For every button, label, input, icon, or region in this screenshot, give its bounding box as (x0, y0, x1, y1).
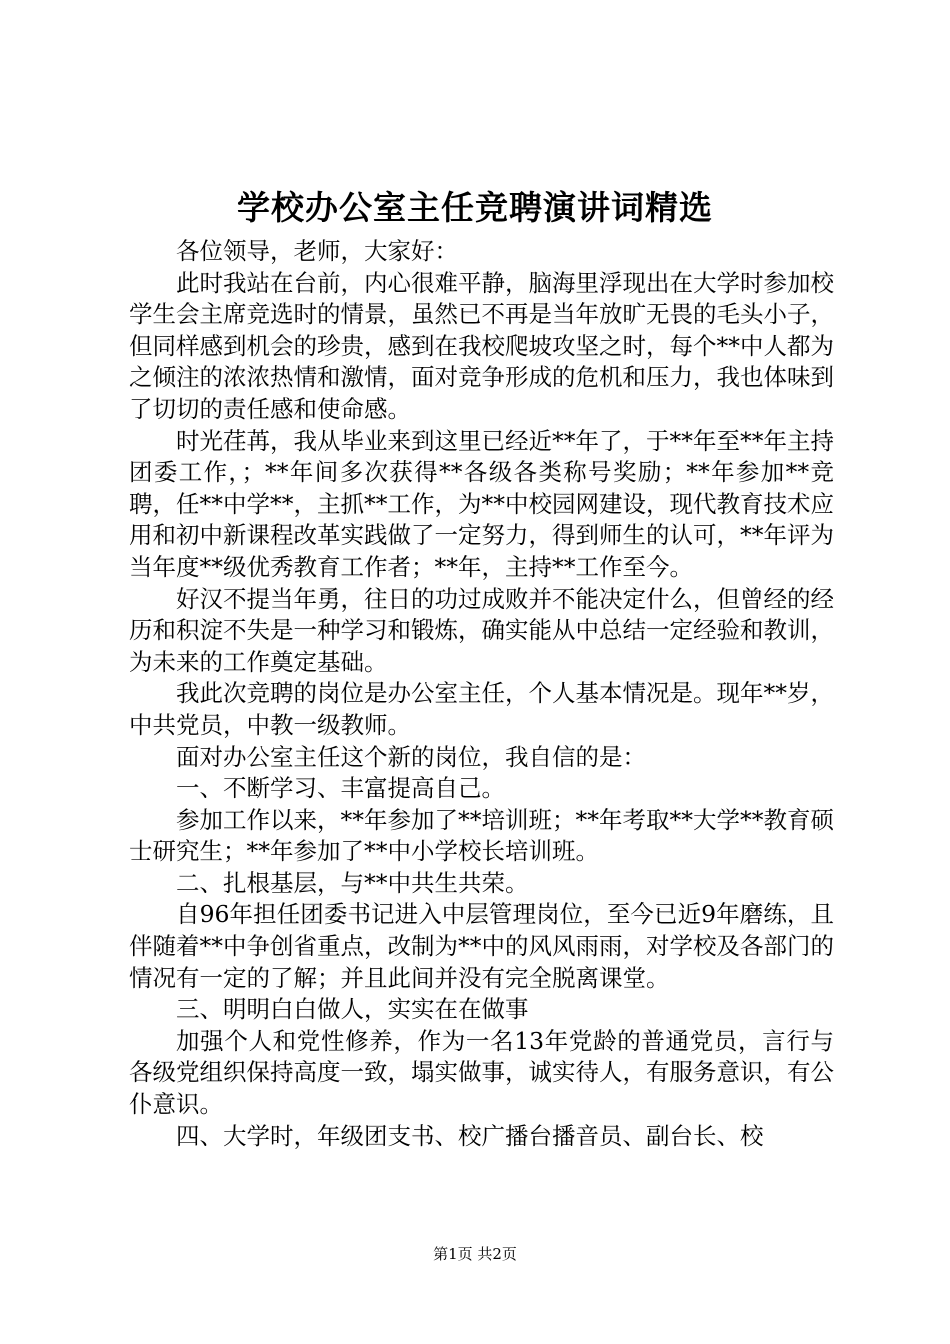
paragraph: 时光荏苒，我从毕业来到这里已经近**年了，于**年至**年主持团委工作，；**年间多次获得**各级各类称号奖励；**年参加**竞聘，任**中学**，主抓**工作，为**中校园网建设，现代教育技术应用和初中新课程改革实践做了一定努力，得到师生的认可，**年评为当年度**级优秀教育工作者；**年，主持**工作至今。 (129, 426, 834, 581)
paragraph: 好汉不提当年勇，往日的功过成败并不能决定什么，但曾经的经历和积淀不失是一种学习和锻炼，确实能从中总结一定经验和教训，为未来的工作奠定基础。 (129, 584, 834, 676)
paragraph: 此时我站在台前，内心很难平静，脑海里浮现出在大学时参加校学生会主席竞选时的情景，虽然已不再是当年放旷无畏的毛头小子，但同样感到机会的珍贵，感到在我校爬坡攻坚之时，每个**中人都为之倾注的浓浓热情和激情，面对竞争形成的危机和压力，我也体味到了切切的责任感和使命感。 (129, 268, 834, 423)
paragraph: 四、大学时，年级团支书、校广播台播音员、副台长、校 (176, 1121, 764, 1150)
document-body (129, 236, 834, 1152)
section-heading: 一、不断学习、丰富提高自己。 (176, 774, 505, 803)
section-heading: 三、明明白白做人，实实在在做事 (176, 995, 529, 1024)
paragraph: 我此次竞聘的岗位是办公室主任，个人基本情况是。现年**岁，中共党员，中教一级教师。 (129, 679, 834, 739)
section-heading: 二、扎根基层，与**中共生共荣。 (176, 868, 529, 897)
paragraph: 加强个人和党性修养，作为一名13年党龄的普通党员，言行与各级党组织保持高度一致，塌实做事，诚实待人，有服务意识，有公仆意识。 (129, 1026, 834, 1119)
document-title: 学校办公室主任竞聘演讲词精选 (237, 188, 713, 227)
page-footer: 第1页 共2页 (433, 1245, 517, 1263)
paragraph: 面对办公室主任这个新的岗位，我自信的是： (176, 742, 646, 771)
paragraph-greeting: 各位领导，老师，大家好： (176, 237, 458, 265)
paragraph: 参加工作以来，**年参加了**培训班；**年考取**大学**教育硕士研究生；**年参加了**中小学校长培训班。 (129, 805, 834, 866)
paragraph: 自96年担任团委书记进入中层管理岗位，至今已近9年磨练，且伴随着**中争创省重点，改制为**中的风风雨雨，对学校及各部门的情况有一定的了解；并且此间并没有完全脱离课堂。 (129, 900, 834, 992)
